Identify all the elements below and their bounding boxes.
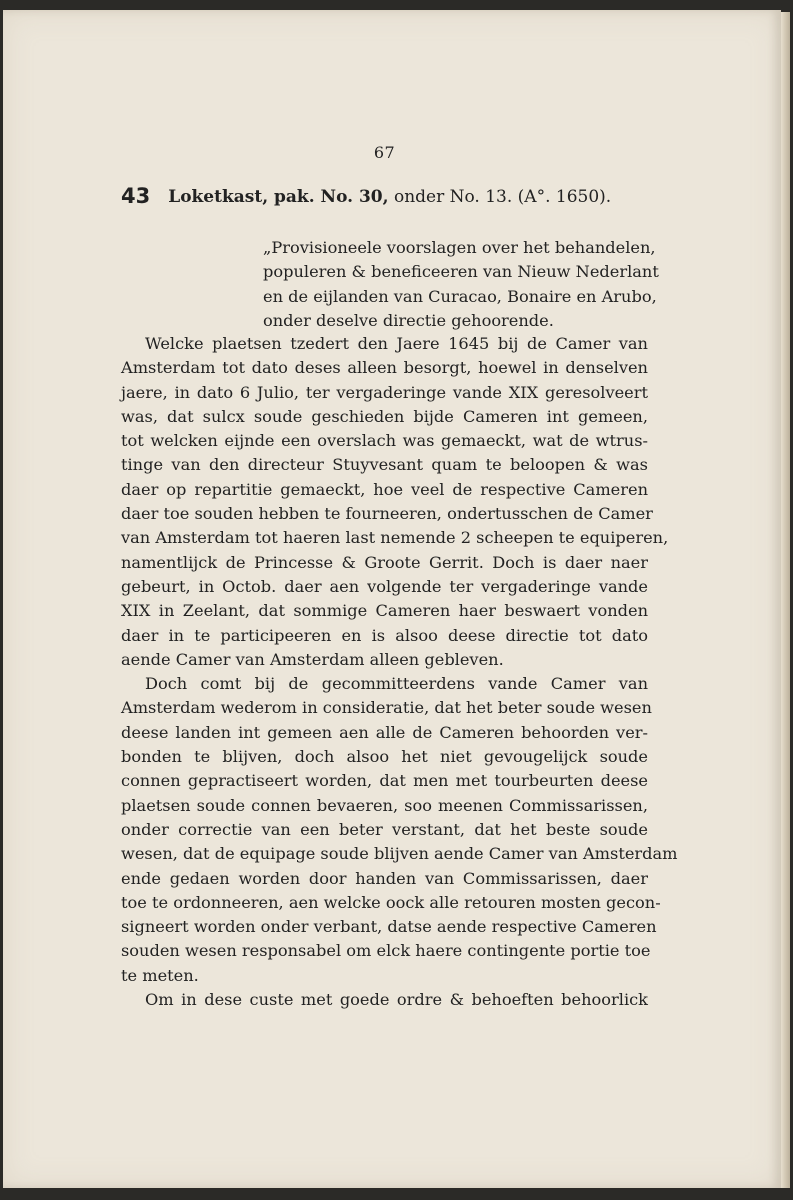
text-line: ende gedaen worden door handen van Commissarissen, daer [121, 868, 648, 888]
quoted-title-block [263, 236, 659, 333]
text-line: was, dat sulcx soude geschieden bijde Cameren int gemeen, [121, 406, 648, 426]
text-line: daer in te participeeren en is alsoo deese directie tot dato [121, 625, 648, 645]
text-line: onder correctie van een beter verstant, dat het beste soude [121, 819, 648, 839]
text-line: Amsterdam wederom in consideratie, dat het beter soude wesen [121, 698, 652, 718]
book-page [3, 10, 781, 1188]
page-number: 67 [373, 143, 396, 162]
document-title: Loketkast, pak. No. 30, [168, 187, 389, 207]
text-line: XIX in Zeelant, dat sommige Cameren haer beswaert vonden [121, 601, 648, 621]
text-line: daer toe souden hebben te fourneeren, ondertusschen de Camer [121, 504, 653, 524]
text-line: deese landen int gemeen aen alle de Cameren behoorden ver- [121, 722, 648, 742]
text-line: gebeurt, in Octob. daer aen volgende ter vergaderinge vande [121, 576, 648, 596]
quote-line: onder deselve directie gehoorende. [263, 310, 554, 330]
text-line: connen gepractiseert worden, dat men met tourbeurten deese [121, 771, 648, 791]
quote-line: en de eijlanden van Curacao, Bonaire en Arubo, [263, 286, 657, 306]
text-line: bonden te blijven, doch alsoo het niet gevougelijck soude [121, 747, 648, 767]
text-line: Doch comt bij de gecommitteerdens vande Camer van [145, 674, 648, 694]
text-line: Welcke plaetsen tzedert den Jaere 1645 bij de Camer van [145, 334, 648, 353]
quote-line: populeren & beneficeeren van Nieuw Nederlant [263, 262, 659, 282]
text-line: van Amsterdam tot haeren last nemende 2 scheepen te equiperen, [121, 528, 669, 548]
text-line: signeert worden onder verbant, datse aende respective Cameren [121, 917, 657, 937]
paragraph [121, 332, 669, 672]
text-line: souden wesen responsabel om elck haere contingente portie toe [121, 941, 651, 961]
text-line: toe te ordonneeren, aen welcke oock alle retouren mosten gecon- [121, 892, 661, 912]
text-line: tinge van den directeur Stuyvesant quam te beloopen & was [121, 455, 648, 475]
text-line: plaetsen soude connen bevaeren, soo meenen Commissarissen, [121, 795, 648, 815]
document-number: 43 [121, 184, 151, 208]
paragraph [121, 988, 648, 1012]
text-line: jaere, in dato 6 Julio, ter vergaderinge vande XIX geresolveert [121, 382, 648, 402]
quote-line: „Provisioneele voorslagen over het behandelen, [263, 238, 656, 257]
text-line: wesen, dat de equipage soude blijven aende Camer van Amsterdam [121, 844, 678, 864]
body-text [121, 332, 678, 1012]
text-line: tot welcken eijnde een overslach was gemaeckt, wat de wtrus- [121, 431, 648, 451]
text-line: namentlijck de Princesse & Groote Gerrit. Doch is daer naer [121, 552, 648, 572]
text-line: daer op repartitie gemaeckt, hoe veel de respective Cameren [121, 479, 648, 499]
document-subtitle: onder No. 13. (A°. 1650). [393, 187, 612, 207]
text-line: Om in dese custe met goede ordre & behoeften behoorlick [145, 990, 648, 1010]
text-line: aende Camer van Amsterdam alleen gebleven. [121, 649, 504, 669]
paragraph [121, 672, 678, 988]
text-line: Amsterdam tot dato deses alleen besorgt, hoewel in denselven [121, 358, 648, 378]
text-line: te meten. [121, 965, 199, 985]
document-heading [121, 183, 661, 207]
